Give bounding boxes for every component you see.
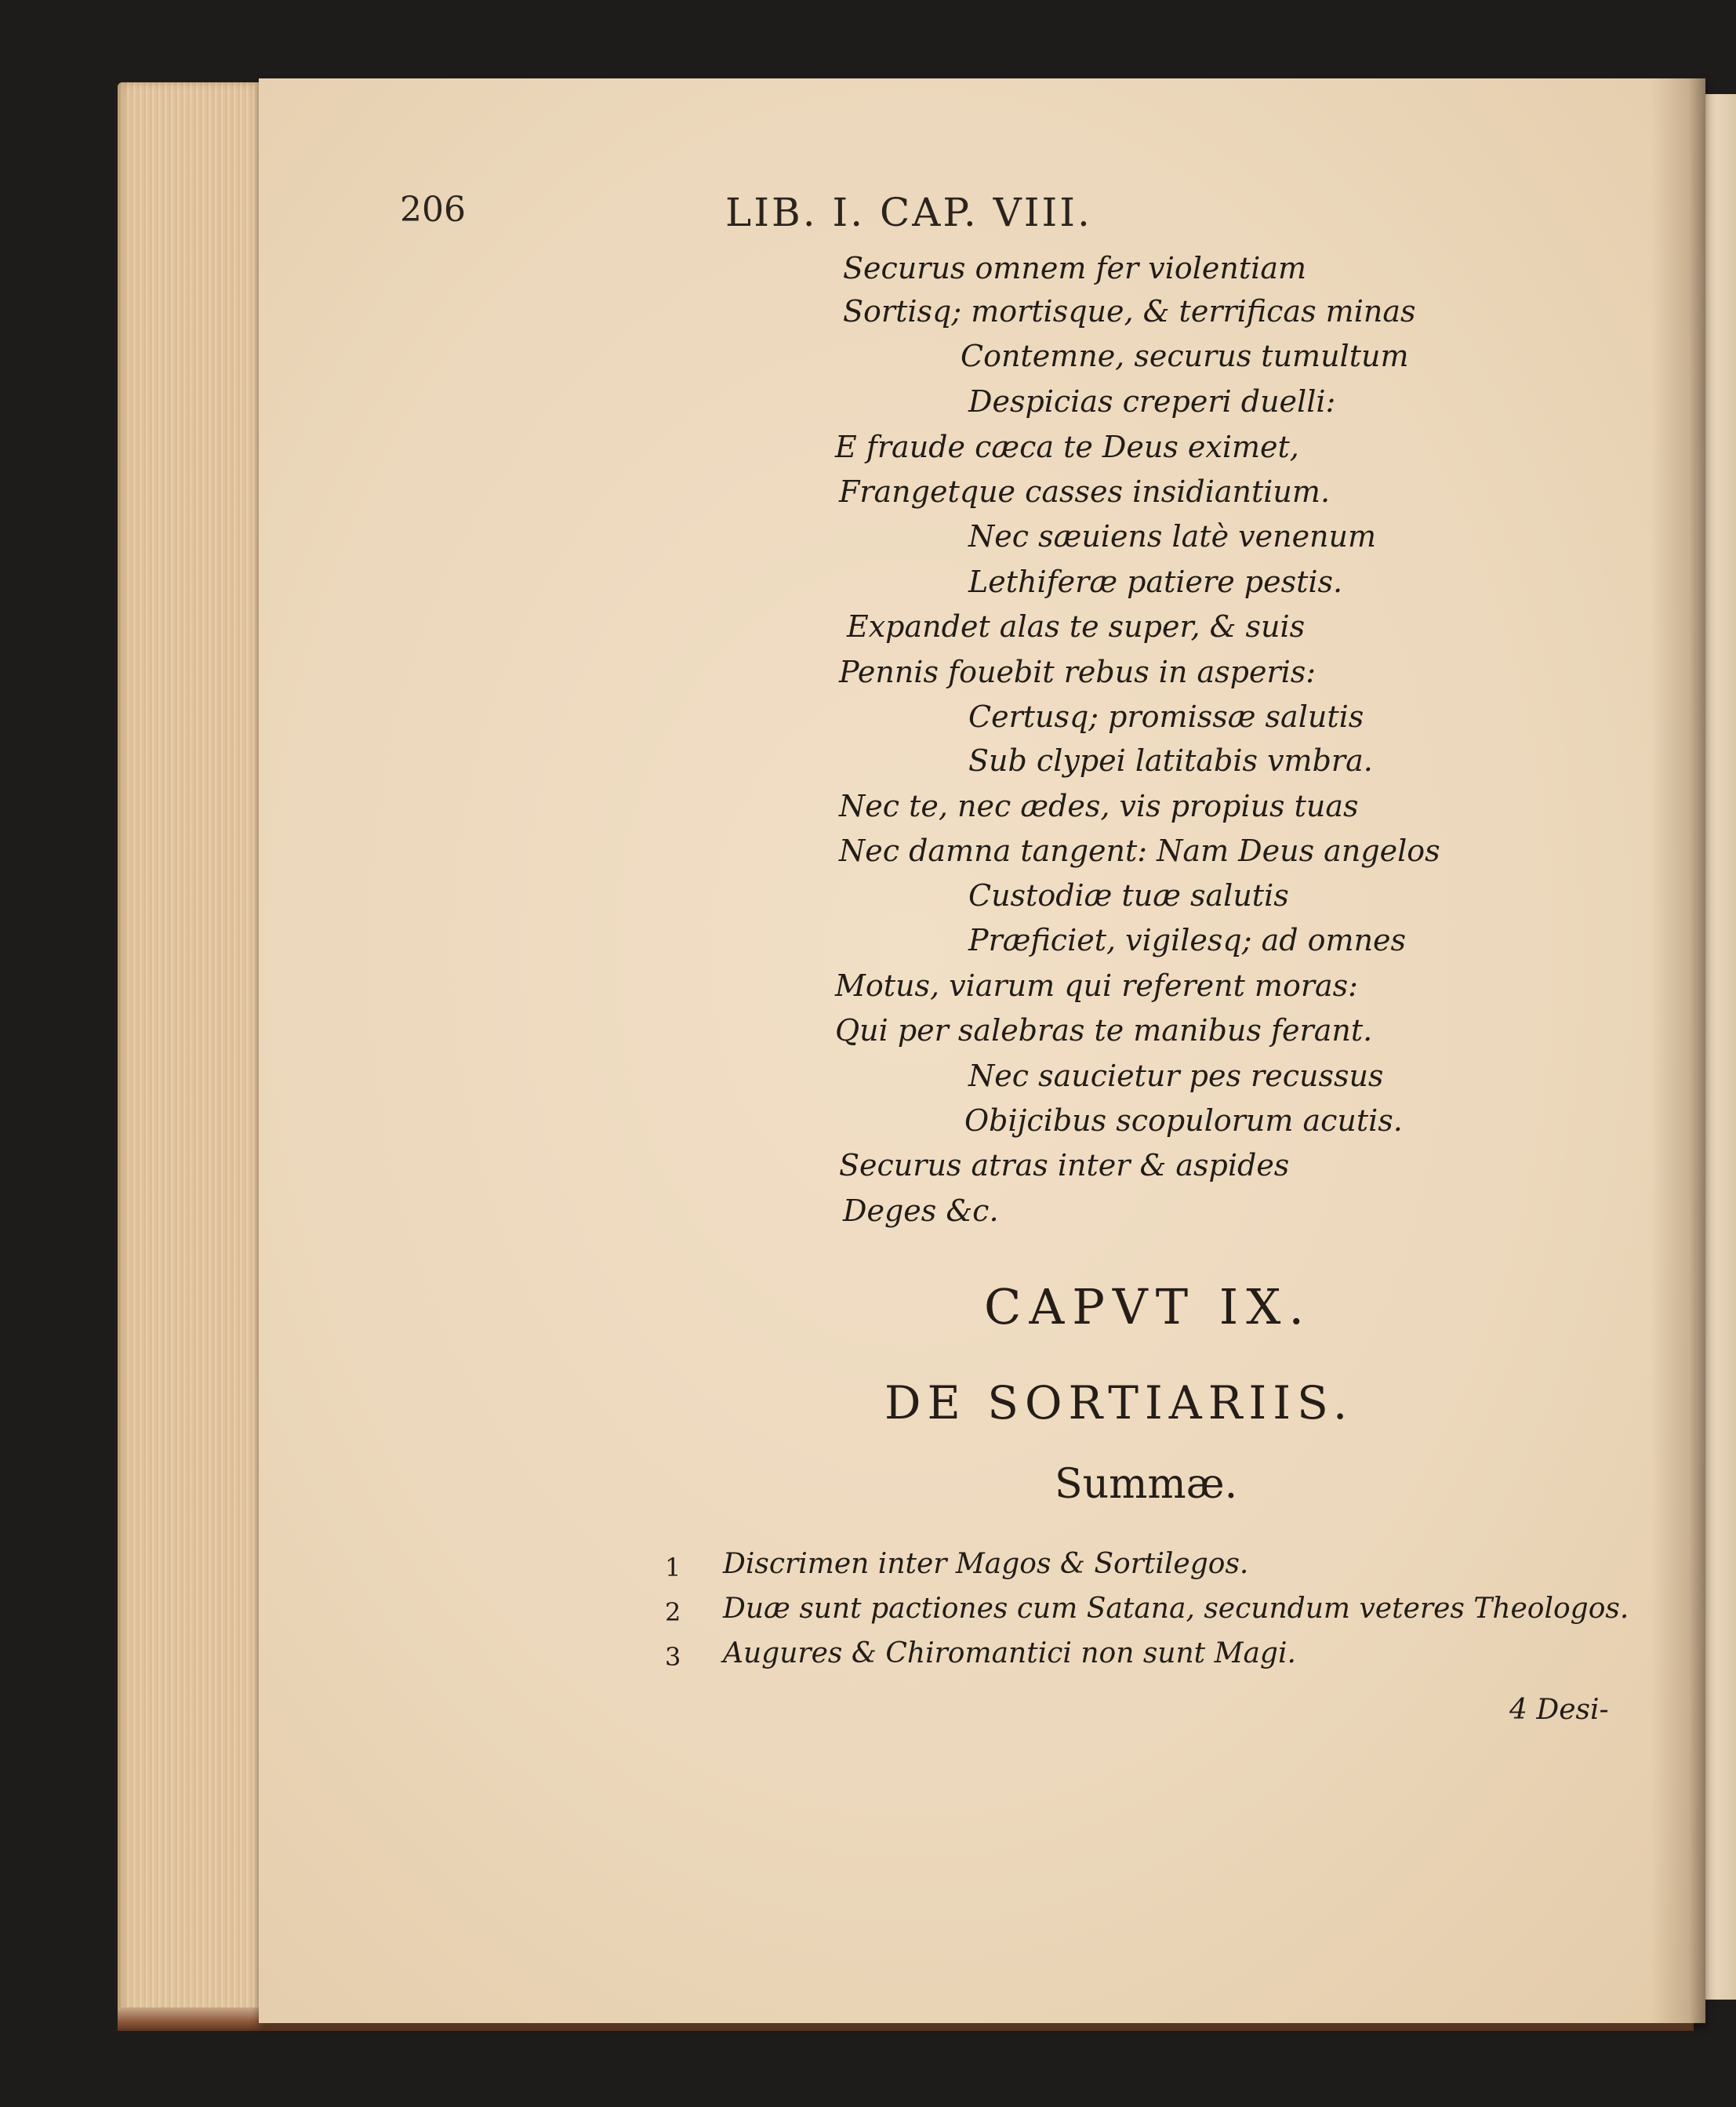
poem-line: Expandet alas te super, & suis bbox=[847, 609, 1306, 644]
poem-line: Nec sæuiens latè venenum bbox=[968, 519, 1377, 554]
poem-line: Despicias creperi duelli: bbox=[968, 384, 1336, 419]
poem-line: Sortisq; mortisque, & terrificas minas bbox=[843, 294, 1416, 329]
summary-item bbox=[0, 1637, 1736, 1686]
catchword: 4 Desi- bbox=[1509, 1694, 1609, 1726]
poem-line: Nec te, nec ædes, vis propius tuas bbox=[839, 789, 1359, 823]
chapter-subtitle: DE SORTIARIIS. bbox=[884, 1376, 1354, 1429]
poem-line: Nec damna tangent: Nam Deus angelos bbox=[839, 834, 1440, 868]
poem-line: E fraude cæca te Deus eximet, bbox=[835, 430, 1299, 464]
poem-line: Motus, viarum qui referent moras: bbox=[835, 968, 1358, 1003]
poem-line: Qui per salebras te manibus ferant. bbox=[835, 1013, 1373, 1048]
page-edges-stack bbox=[118, 82, 274, 2027]
poem-line: Nec saucietur pes recussus bbox=[968, 1059, 1384, 1093]
summary-item bbox=[0, 1548, 1736, 1597]
summary-heading: Summæ. bbox=[1055, 1461, 1238, 1508]
summary-number: 2 bbox=[665, 1597, 681, 1627]
poem-line: Securus omnem fer violentiam bbox=[843, 251, 1307, 285]
poem-line: Sub clypei latitabis vmbra. bbox=[968, 743, 1373, 778]
poem-line: Pennis fouebit rebus in asperis: bbox=[839, 655, 1317, 689]
summary-text: Discrimen inter Magos & Sortilegos. bbox=[723, 1548, 1249, 1580]
poem-line: Obijcibus scopulorum acutis. bbox=[964, 1103, 1403, 1138]
poem-line: Deges &c. bbox=[843, 1193, 999, 1228]
page-number: 206 bbox=[400, 190, 466, 230]
running-title: LIB. I. CAP. VIII. bbox=[725, 190, 1092, 235]
poem-line: Certusq; promissæ salutis bbox=[968, 699, 1364, 734]
page-gutter-shadow bbox=[1651, 78, 1705, 2023]
poem-line: Custodiæ tuæ salutis bbox=[968, 878, 1289, 913]
summary-number: 3 bbox=[665, 1642, 681, 1672]
poem-line: Lethiferæ patiere pestis. bbox=[968, 565, 1343, 599]
summary-text: Augures & Chiromantici non sunt Magi. bbox=[723, 1637, 1296, 1669]
poem-line: Frangetque casses insidiantium. bbox=[839, 474, 1331, 509]
poem-line: Securus atras inter & aspides bbox=[839, 1148, 1290, 1182]
summary-text: Duæ sunt pactiones cum Satana, secundum veteres Theologos. bbox=[723, 1593, 1629, 1625]
summary-item bbox=[0, 1593, 1736, 1641]
summary-number: 1 bbox=[665, 1553, 681, 1582]
poem-line: Præficiet, vigilesq; ad omnes bbox=[968, 923, 1407, 957]
running-head bbox=[0, 190, 1736, 245]
poem-line: Contemne, securus tumultum bbox=[961, 339, 1409, 373]
chapter-title: CAPVT IX. bbox=[984, 1278, 1313, 1335]
